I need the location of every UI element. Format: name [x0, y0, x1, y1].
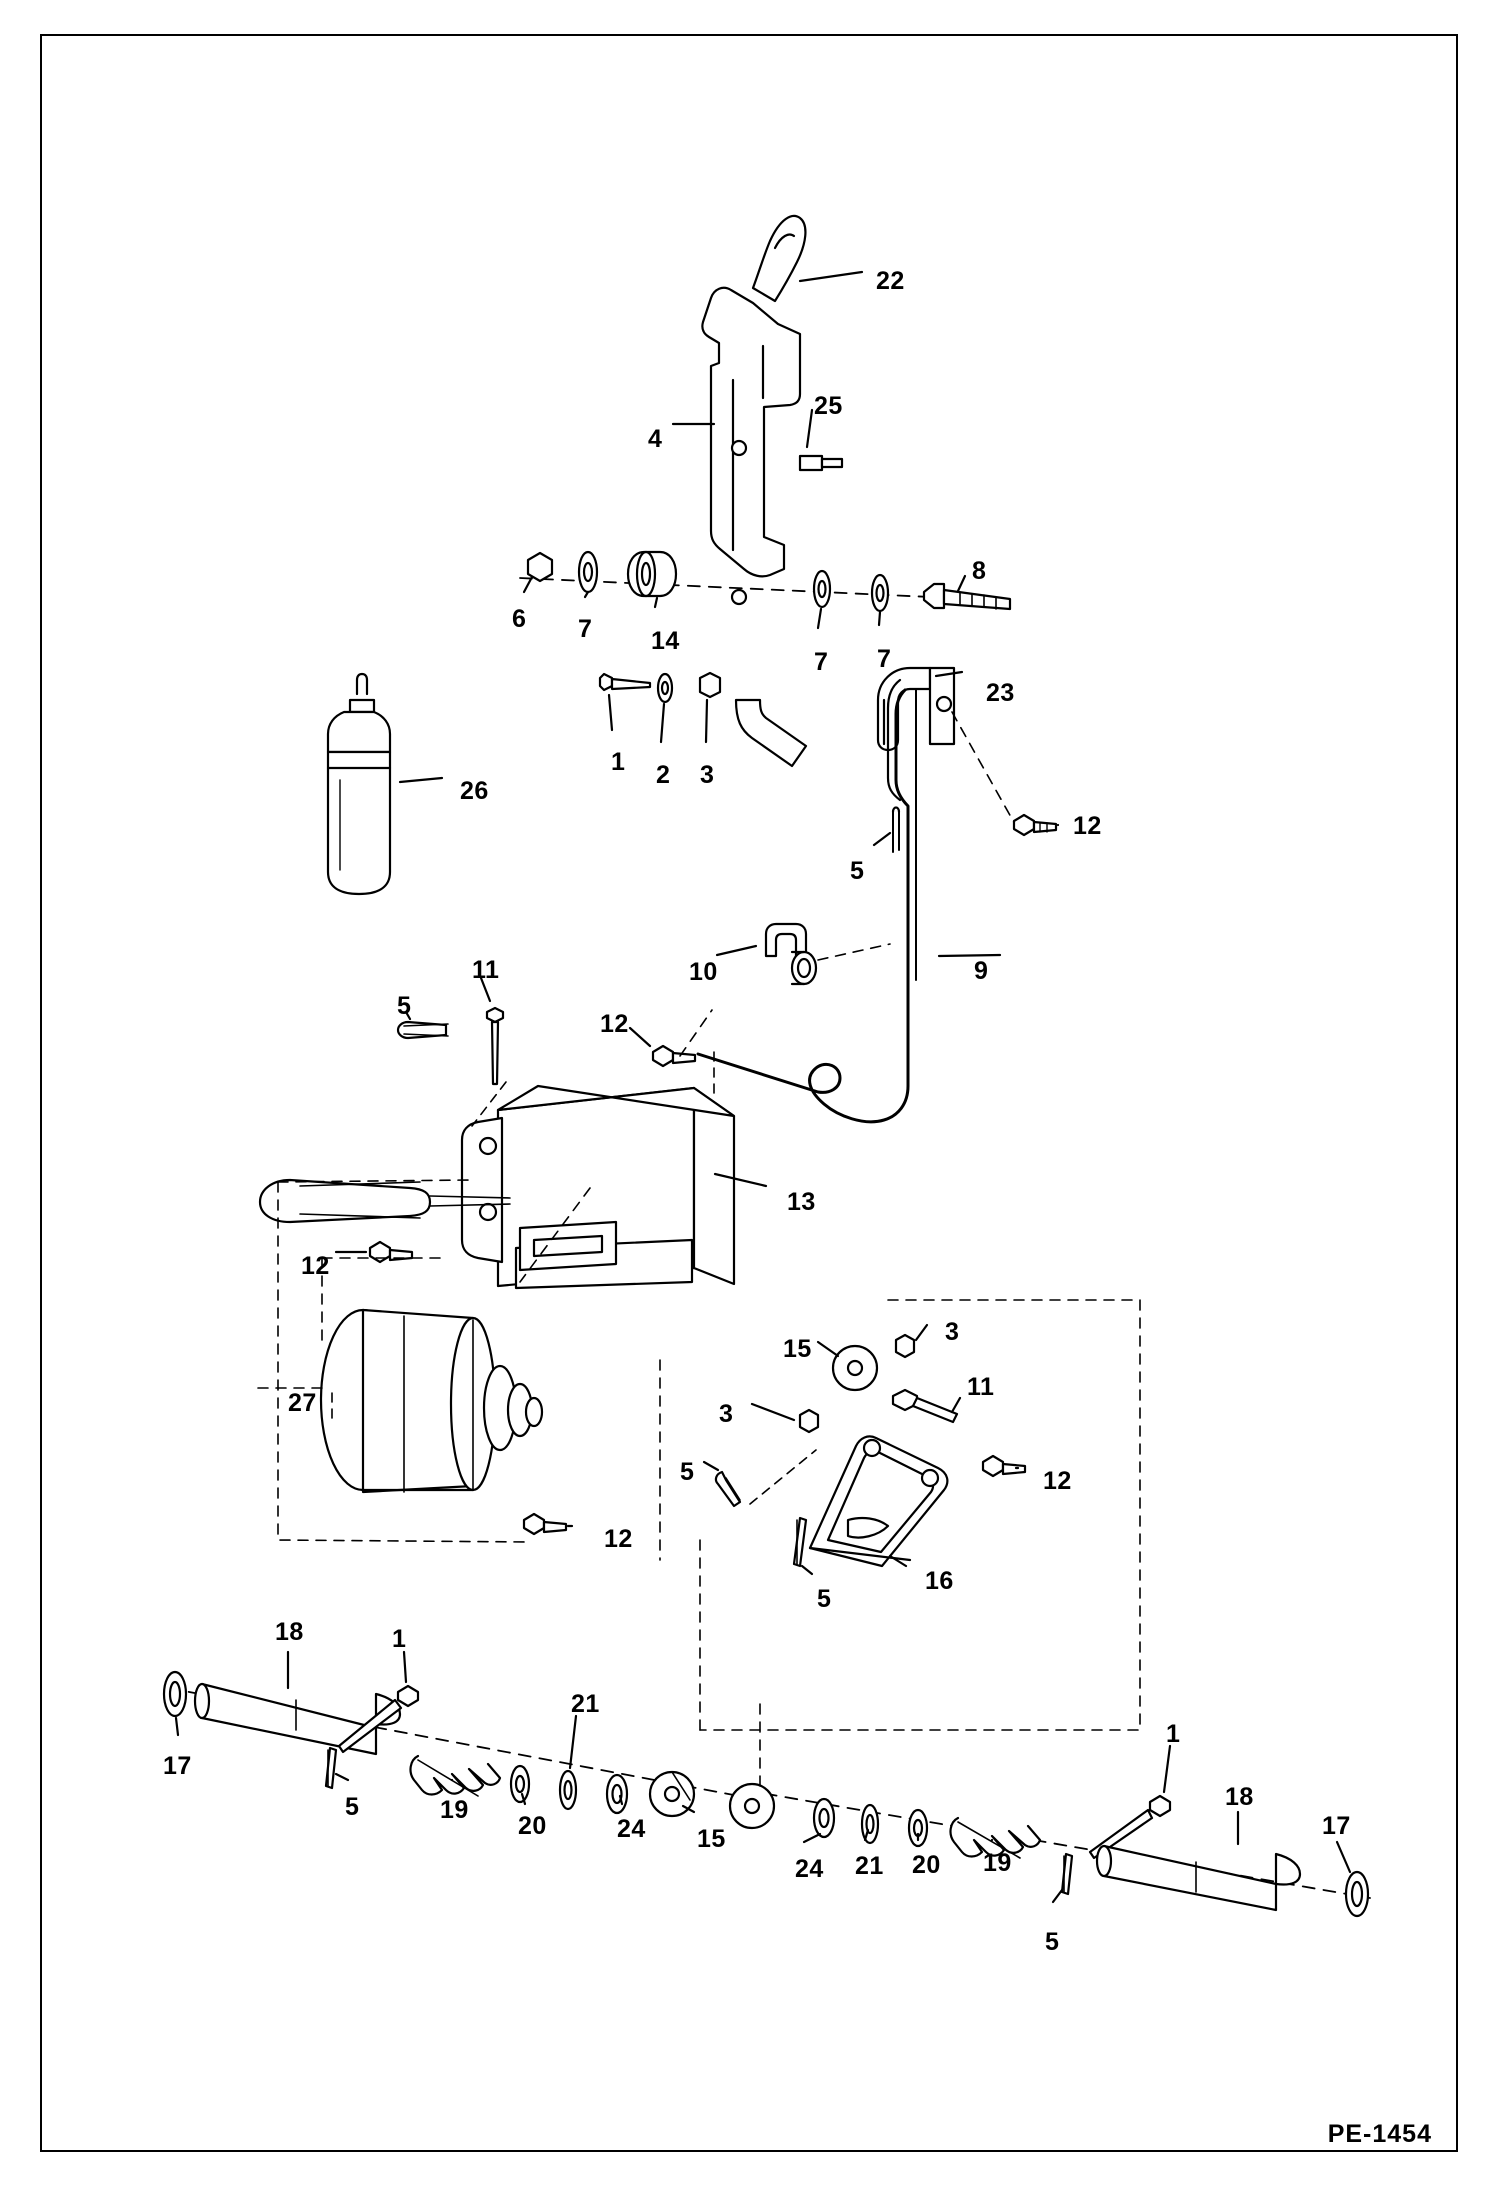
part-12-screw-d — [524, 1514, 566, 1534]
part-16-roller-bracket — [810, 1436, 947, 1566]
part-15-roller-right — [730, 1784, 774, 1828]
part-14-bushing — [628, 552, 676, 596]
callout-number: 2 — [656, 761, 671, 789]
part-27-winch-drum-motor — [321, 1310, 542, 1492]
callout-number: 8 — [972, 557, 987, 585]
callout-number: 25 — [814, 392, 843, 420]
part-18-shaft-right — [1097, 1846, 1300, 1910]
figure-code-label: PE-1454 — [1327, 2120, 1432, 2148]
part-5-cotter-pin-c — [716, 1472, 740, 1506]
part-5-cotter-pin-b — [398, 1022, 448, 1038]
part-1-pin — [600, 674, 650, 690]
callout-number: 22 — [876, 267, 905, 295]
callout-number: 19 — [440, 1796, 469, 1824]
part-17-washer-left — [164, 1672, 186, 1716]
part-7-washer-c — [872, 575, 888, 611]
callout-number: 12 — [600, 1010, 629, 1038]
callout-number: 9 — [974, 957, 989, 985]
callout-number: 4 — [648, 425, 663, 453]
callout-number: 20 — [912, 1851, 941, 1879]
callout-number: 1 — [392, 1625, 407, 1653]
part-12-screw-c — [370, 1242, 412, 1262]
callout-number: 1 — [611, 748, 626, 776]
part-22-handle-grip — [753, 216, 805, 301]
part-25-bolt — [800, 456, 842, 470]
part-3-nut-b — [896, 1335, 914, 1357]
callout-number: 5 — [850, 857, 865, 885]
callout-number: 26 — [460, 777, 489, 805]
part-12-screw-b — [653, 1046, 695, 1066]
callout-number: 3 — [719, 1400, 734, 1428]
callout-number: 5 — [345, 1793, 360, 1821]
callout-number: 5 — [817, 1585, 832, 1613]
callout-number: 12 — [301, 1252, 330, 1280]
part-24-bushing-left — [607, 1775, 627, 1813]
callout-number: 18 — [1225, 1783, 1254, 1811]
callout-number: 15 — [697, 1825, 726, 1853]
callout-number: 5 — [680, 1458, 695, 1486]
callout-number: 19 — [983, 1849, 1012, 1877]
part-12-screw-e — [983, 1456, 1025, 1476]
callout-number: 1 — [1166, 1720, 1181, 1748]
part-5-cotter-pin-left — [326, 1748, 336, 1788]
callout-number: 7 — [578, 615, 593, 643]
part-21-washer-left — [560, 1771, 576, 1809]
part-12-screw-a — [1014, 815, 1056, 835]
callout-number: 23 — [986, 679, 1015, 707]
callout-number: 14 — [651, 627, 680, 655]
part-26-lubricant-can — [328, 674, 390, 894]
part-13-winch-housing — [462, 1052, 734, 1288]
callout-number: 11 — [967, 1373, 995, 1401]
callout-number: 5 — [397, 992, 412, 1020]
part-24-bushing-right — [814, 1799, 834, 1837]
callout-number: 24 — [795, 1855, 824, 1883]
callout-number: 13 — [787, 1188, 816, 1216]
part-8-bolt — [924, 584, 1010, 609]
callout-number: 7 — [877, 645, 892, 673]
part-17-washer-right — [1346, 1872, 1368, 1916]
callout-number: 27 — [288, 1389, 317, 1417]
callout-number: 5 — [1045, 1928, 1060, 1956]
callout-number: 21 — [571, 1690, 600, 1718]
part-18-shaft-left — [195, 1684, 400, 1754]
callout-number: 15 — [783, 1335, 812, 1363]
part-11-pin-b — [893, 1390, 957, 1422]
part-15-roller-a — [833, 1346, 877, 1390]
part-2-washer — [658, 674, 672, 702]
callout-number: 17 — [1322, 1812, 1351, 1840]
part-19-spring-left — [411, 1756, 500, 1796]
part-11-pin-a — [487, 1008, 503, 1084]
callout-number: 18 — [275, 1618, 304, 1646]
callout-number: 6 — [512, 605, 527, 633]
callout-number: 12 — [1073, 812, 1102, 840]
part-7-washer-a — [579, 552, 597, 592]
callout-number: 12 — [604, 1525, 633, 1553]
part-10-cable-clamp — [766, 924, 816, 984]
part-7-washer-b — [814, 571, 830, 607]
part-5-cotter-pin-a — [893, 808, 899, 853]
part-5-cotter-pin-d — [794, 1518, 806, 1566]
part-5-cotter-pin-right — [1062, 1854, 1072, 1894]
callout-number: 17 — [163, 1752, 192, 1780]
part-4-lower-fork — [736, 700, 806, 766]
part-4-control-lever — [702, 288, 800, 738]
part-3-nut-c — [800, 1410, 818, 1432]
part-21-washer-right — [862, 1805, 878, 1843]
callout-number: 21 — [855, 1852, 884, 1880]
callout-number: 24 — [617, 1815, 646, 1843]
callout-number: 7 — [814, 648, 829, 676]
callout-number: 12 — [1043, 1467, 1072, 1495]
part-3-nut — [700, 673, 720, 697]
callout-number: 3 — [700, 761, 715, 789]
callout-number: 16 — [925, 1567, 954, 1595]
callout-number: 20 — [518, 1812, 547, 1840]
callout-number: 10 — [689, 958, 718, 986]
part-20-washer-left — [511, 1766, 529, 1802]
callout-number: 11 — [472, 956, 500, 984]
callout-number: 3 — [945, 1318, 960, 1346]
